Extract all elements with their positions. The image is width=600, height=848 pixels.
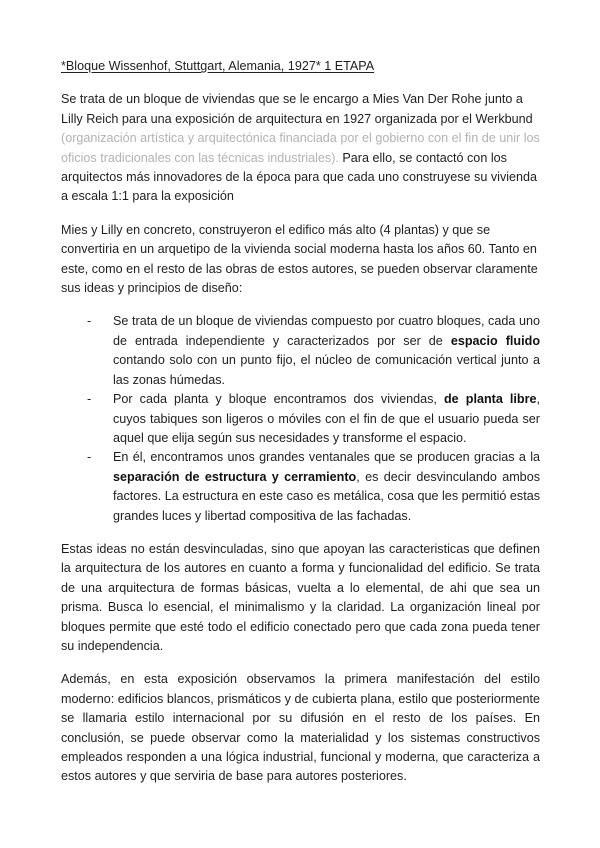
list-item-text: Por cada planta y bloque encontramos dos viviendas, [113,392,444,407]
list-item [61,448,540,526]
paragraph-intro-text: Se trata de un bloque de viviendas que se le encargo a Mies Van Der Rohe junto a Lilly Reich para una exposición de arquitectura en 1927 organizada por el Werkbund [61,92,533,126]
list-item [61,312,540,390]
keyword-bold: de planta libre [443,392,537,407]
paragraph-conclusion: Además, en esta exposición observamos la primera manifestación del estilo moderno: edificios blancos, prismáticos y de cubierta plana, estilo que posteriormente se llamaria estilo internacional por su difusión en el resto de los países. En conclusión, se puede observar como la materialidad y los sistemas constructivos empleados responden a una lógica industrial, funcional y moderna, que caracteriza a estos autores y que serviria de base para autores posteriores. [61,672,540,784]
list-item-text: En él, encontramos unos grandes ventanales que se producen gracias a la [113,450,540,465]
design-principles-list [61,312,540,525]
document-title: *Bloque Wissenhof, Stuttgart, Alemania, 1927* 1 ETAPA [61,59,375,73]
dash-bullet-icon: - [87,450,92,465]
paragraph-intro [61,90,540,206]
paragraph-ideas: Estas ideas no están desvinculadas, sino que apoyan las caracteristicas que definen la arquitectura de los autores en cuanto a forma y funcionalidad del edificio. Se trata de una arquitectura de formas básicas, vuelta a lo elemental, de ahi que sea un prisma. Busca lo esencial, el minimalismo y la claridad. La organización lineal por bloques permite que esté todo el edificio conectado pero que cada zona pueda tener su independencia. [61,541,540,653]
dash-bullet-icon: - [87,392,92,407]
list-item-text-end: , es decir desvinculando ambos factores. La estructura en este caso es metálica, cosa que les permitió estas grandes luces y libertad compositiva de las fachadas. [113,469,541,523]
list-item-text-end: , cuyos tabiques son ligeros o móviles con el fin de que el usuario pueda ser aquel que elija según sus necesidades y transforme el espacio. [113,392,540,445]
keyword-bold: separación de estructura y cerramiento [113,469,357,484]
list-item-text-end: contando solo con un punto fijo, el núcleo de comunicación vertical junto a las zonas húmedas. [113,353,540,387]
dash-bullet-icon: - [87,314,92,329]
list-item [61,390,540,448]
paragraph-intro-text-end: Para ello, se contactó con los arquitectos más innovadores de la época para que cada uno construyese su vivienda a escala 1:1 para la exposición [61,150,538,204]
paragraph-mies-lilly: Mies y Lilly en concreto, construyeron el edifico más alto (4 plantas) y que se convertiria en un arquetipo de la vivienda social moderna hasta los años 60. Tanto en este, como en el resto de las obras de estos autores, se pueden observar claramente sus ideas y principios de diseño: [61,222,538,296]
list-item-text: Se trata de un bloque de viviendas compuesto por cuatro bloques, cada uno de entrada independiente y caracterizados por ser de [113,314,540,348]
document-page [61,57,540,801]
keyword-bold: espacio fluido [450,333,541,348]
werkbund-note: (organización artística y arquitectónica financiada por el gobierno con el fin de unir los oficios tradicionales con las técnicas industriales). [61,131,540,165]
